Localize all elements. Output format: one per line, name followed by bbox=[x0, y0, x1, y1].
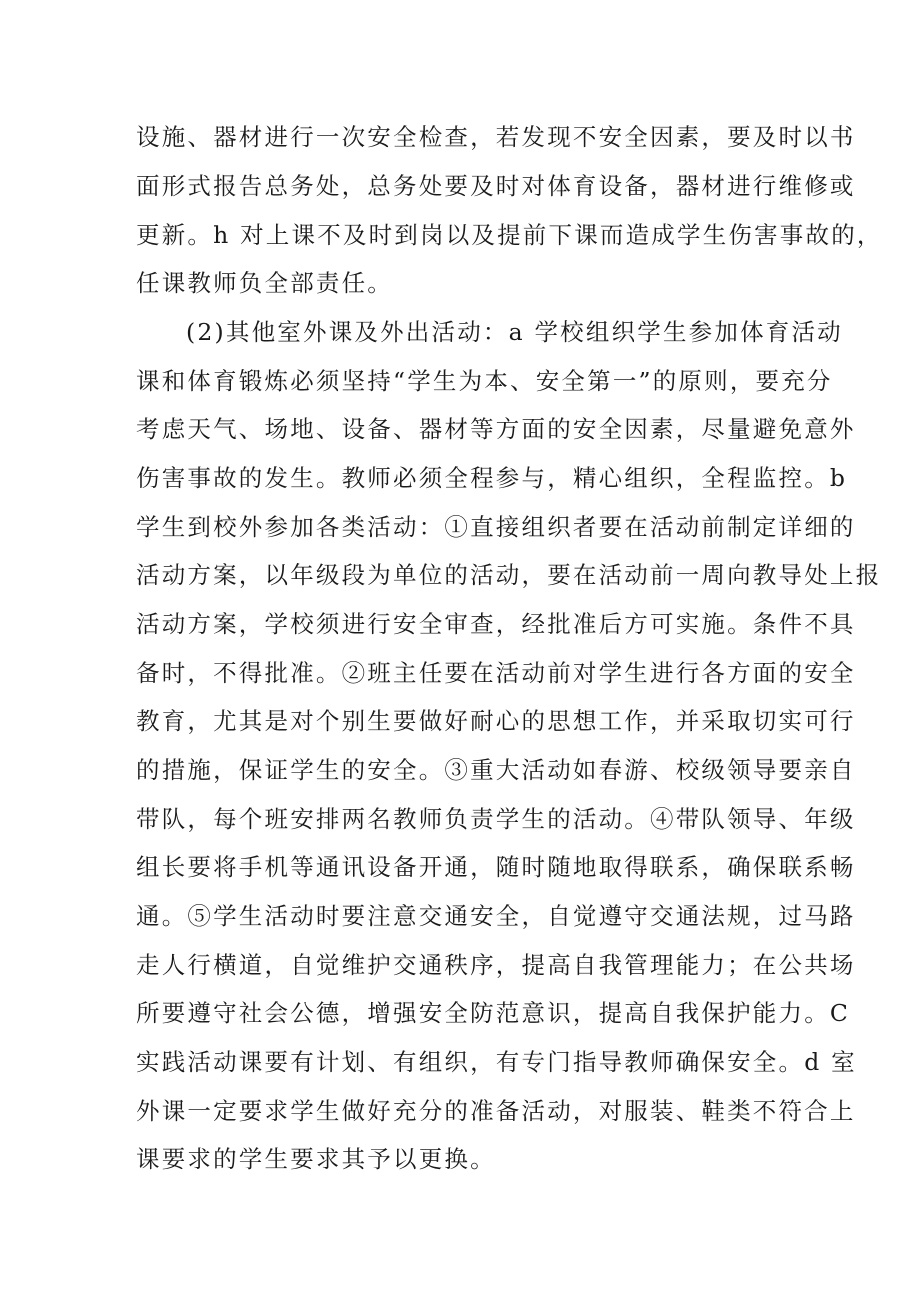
text-line: 通。⑤学生活动时要注意交通安全，自觉遵守交通法规，过马路 bbox=[136, 902, 856, 930]
text-line: 备时，不得批准。②班主任要在活动前对学生进行各方面的安全 bbox=[136, 659, 856, 687]
text-line: 考虑天气、场地、设备、器材等方面的安全因素，尽量避免意外 bbox=[136, 415, 856, 443]
text-line: 实践活动课要有计划、有组织，有专门指导教师确保安全。d 室 bbox=[136, 1048, 857, 1076]
text-line: 活动方案，以年级段为单位的活动，要在活动前一周向教导处上报 bbox=[136, 561, 882, 589]
text-line: 组长要将手机等通讯设备开通，随时随地取得联系，确保联系畅 bbox=[136, 853, 856, 881]
text-line: 的措施，保证学生的安全。③重大活动如春游、校级领导要亲自 bbox=[136, 756, 856, 784]
text-line: 课和体育锻炼必须坚持“学生为本、安全第一”的原则，要充分 bbox=[136, 367, 833, 395]
text-line: 走人行横道，自觉维护交通秩序，提高自我管理能力；在公共场 bbox=[136, 951, 856, 979]
text-line: 外课一定要求学生做好充分的准备活动，对服装、鞋类不符合上 bbox=[136, 1097, 856, 1125]
text-line: 所要遵守社会公德，增强安全防范意识，提高自我保护能力。C bbox=[136, 999, 851, 1027]
text-line: 更新。h 对上课不及时到岗以及提前下课而造成学生伤害事故的， bbox=[136, 221, 883, 249]
text-line: 伤害事故的发生。教师必须全程参与，精心组织，全程监控。b bbox=[136, 464, 848, 492]
text-line: 带队，每个班安排两名教师负责学生的活动。④带队领导、年级 bbox=[136, 805, 856, 833]
text-line: 活动方案，学校须进行安全审查，经批准后方可实施。条件不具 bbox=[136, 610, 856, 638]
text-line: 学生到校外参加各类活动：①直接组织者要在活动前制定详细的 bbox=[136, 513, 856, 541]
text-line: 教育，尤其是对个别生要做好耐心的思想工作，并采取切实可行 bbox=[136, 707, 856, 735]
text-line: 任课教师负全部责任。 bbox=[136, 269, 393, 297]
text-line: 面形式报告总务处，总务处要及时对体育设备，器材进行维修或 bbox=[136, 172, 856, 200]
paragraph-start-line: (2)其他室外课及外出活动：a 学校组织学生参加体育活动 bbox=[186, 318, 843, 346]
text-line: 课要求的学生要求其予以更换。 bbox=[136, 1145, 496, 1173]
text-line: 设施、器材进行一次安全检查，若发现不安全因素，要及时以书 bbox=[136, 123, 856, 151]
